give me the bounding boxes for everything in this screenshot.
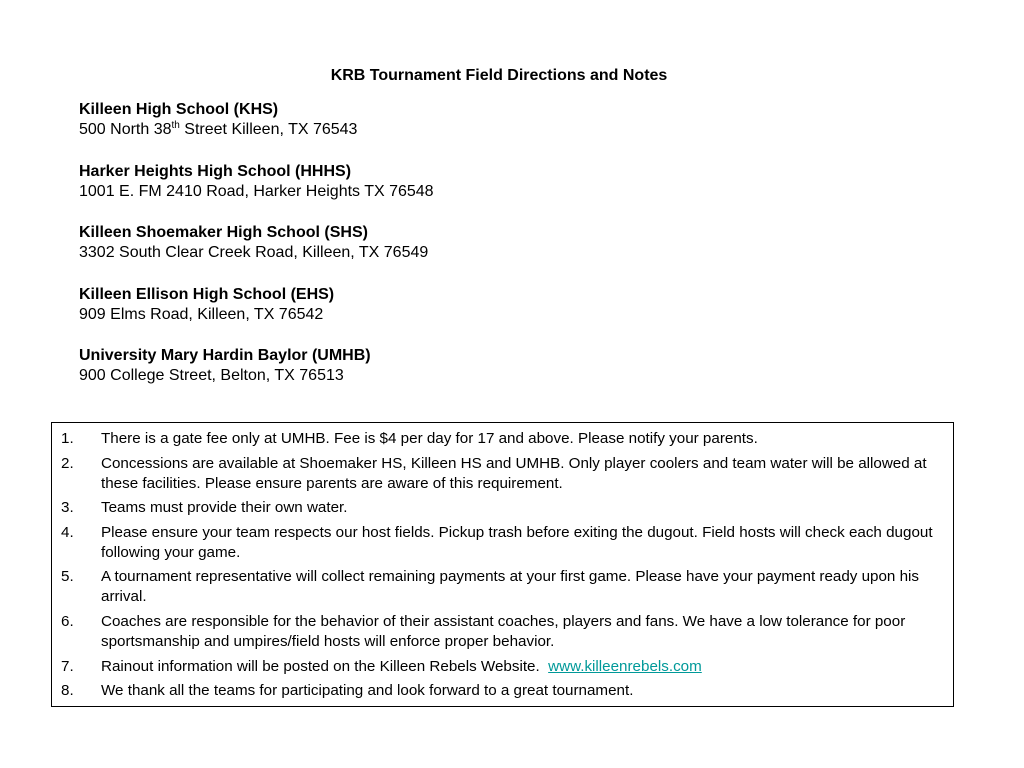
note-text: We thank all the teams for participating and look forward to a great tournament. — [101, 682, 634, 700]
note-number: 5. — [61, 568, 74, 586]
note-item — [61, 523, 951, 563]
location-address: 909 Elms Road, Killeen, TX 76542 — [79, 305, 324, 323]
note-text: Teams must provide their own water. — [101, 499, 348, 517]
location-address: 3302 South Clear Creek Road, Killeen, TX 76549 — [79, 244, 429, 261]
notes-box — [51, 422, 954, 707]
location-name: University Mary Hardin Baylor (UMHB) — [79, 347, 371, 364]
note-number: 2. — [61, 454, 74, 472]
location-address: 1001 E. FM 2410 Road, Harker Heights TX 76548 — [79, 182, 434, 200]
note-item — [61, 454, 951, 494]
note-text: Coaches are responsible for the behavior of their assistant coaches, players and fans. We have a low tolerance for poor sportsmanship and umpires/field hosts will enforce proper behavior. — [101, 612, 906, 650]
note-text: Concessions are available at Shoemaker HS, Killeen HS and UMHB. Only player coolers and team water will be allowed at these facilities. Please ensure parents are aware of this requirement. — [101, 454, 927, 492]
location-name: Killeen Ellison High School (EHS) — [79, 285, 335, 303]
note-item — [61, 498, 951, 518]
location-shs — [79, 223, 679, 285]
note-text: Rainout information will be posted on the Killeen Rebels Website. — [101, 657, 549, 675]
note-item — [61, 657, 951, 677]
location-ehs — [79, 285, 679, 347]
location-khs — [79, 100, 679, 162]
location-hhhs — [79, 162, 679, 224]
note-text: There is a gate fee only at UMHB. Fee is $4 per day for 17 and above. Please notify your parents. — [101, 430, 758, 447]
location-name: Killeen High School (KHS) — [79, 101, 279, 118]
address-part: 500 North 38 — [79, 121, 172, 138]
location-name: Killeen Shoemaker High School (SHS) — [79, 224, 368, 241]
website-link[interactable]: www.killeenrebels.com — [548, 657, 702, 675]
ordinal-suffix: th — [171, 120, 180, 131]
locations-list — [79, 100, 679, 408]
note-item — [61, 429, 951, 449]
note-number: 8. — [61, 682, 74, 700]
notes-list — [61, 429, 951, 706]
page-title: KRB Tournament Field Directions and Notes — [330, 67, 668, 84]
note-number: 3. — [61, 499, 74, 517]
note-number: 6. — [61, 612, 74, 630]
note-item — [61, 681, 951, 701]
note-number: 1. — [61, 430, 74, 447]
address-part: Street Killeen, TX 76543 — [179, 121, 358, 138]
location-name: Harker Heights High School (HHHS) — [79, 162, 352, 180]
note-item — [61, 567, 951, 607]
location-address — [79, 120, 679, 140]
note-text: Please ensure your team respects our host fields. Pickup trash before exiting the dugout. Field hosts will check each dugout following your game. — [101, 523, 933, 561]
note-number: 7. — [61, 657, 74, 675]
note-text: A tournament representative will collect remaining payments at your first game. Please have your payment ready upon his arrival. — [101, 568, 920, 606]
note-item — [61, 612, 951, 652]
location-umhb — [79, 346, 679, 408]
location-address: 900 College Street, Belton, TX 76513 — [79, 367, 344, 384]
note-number: 4. — [61, 523, 74, 541]
